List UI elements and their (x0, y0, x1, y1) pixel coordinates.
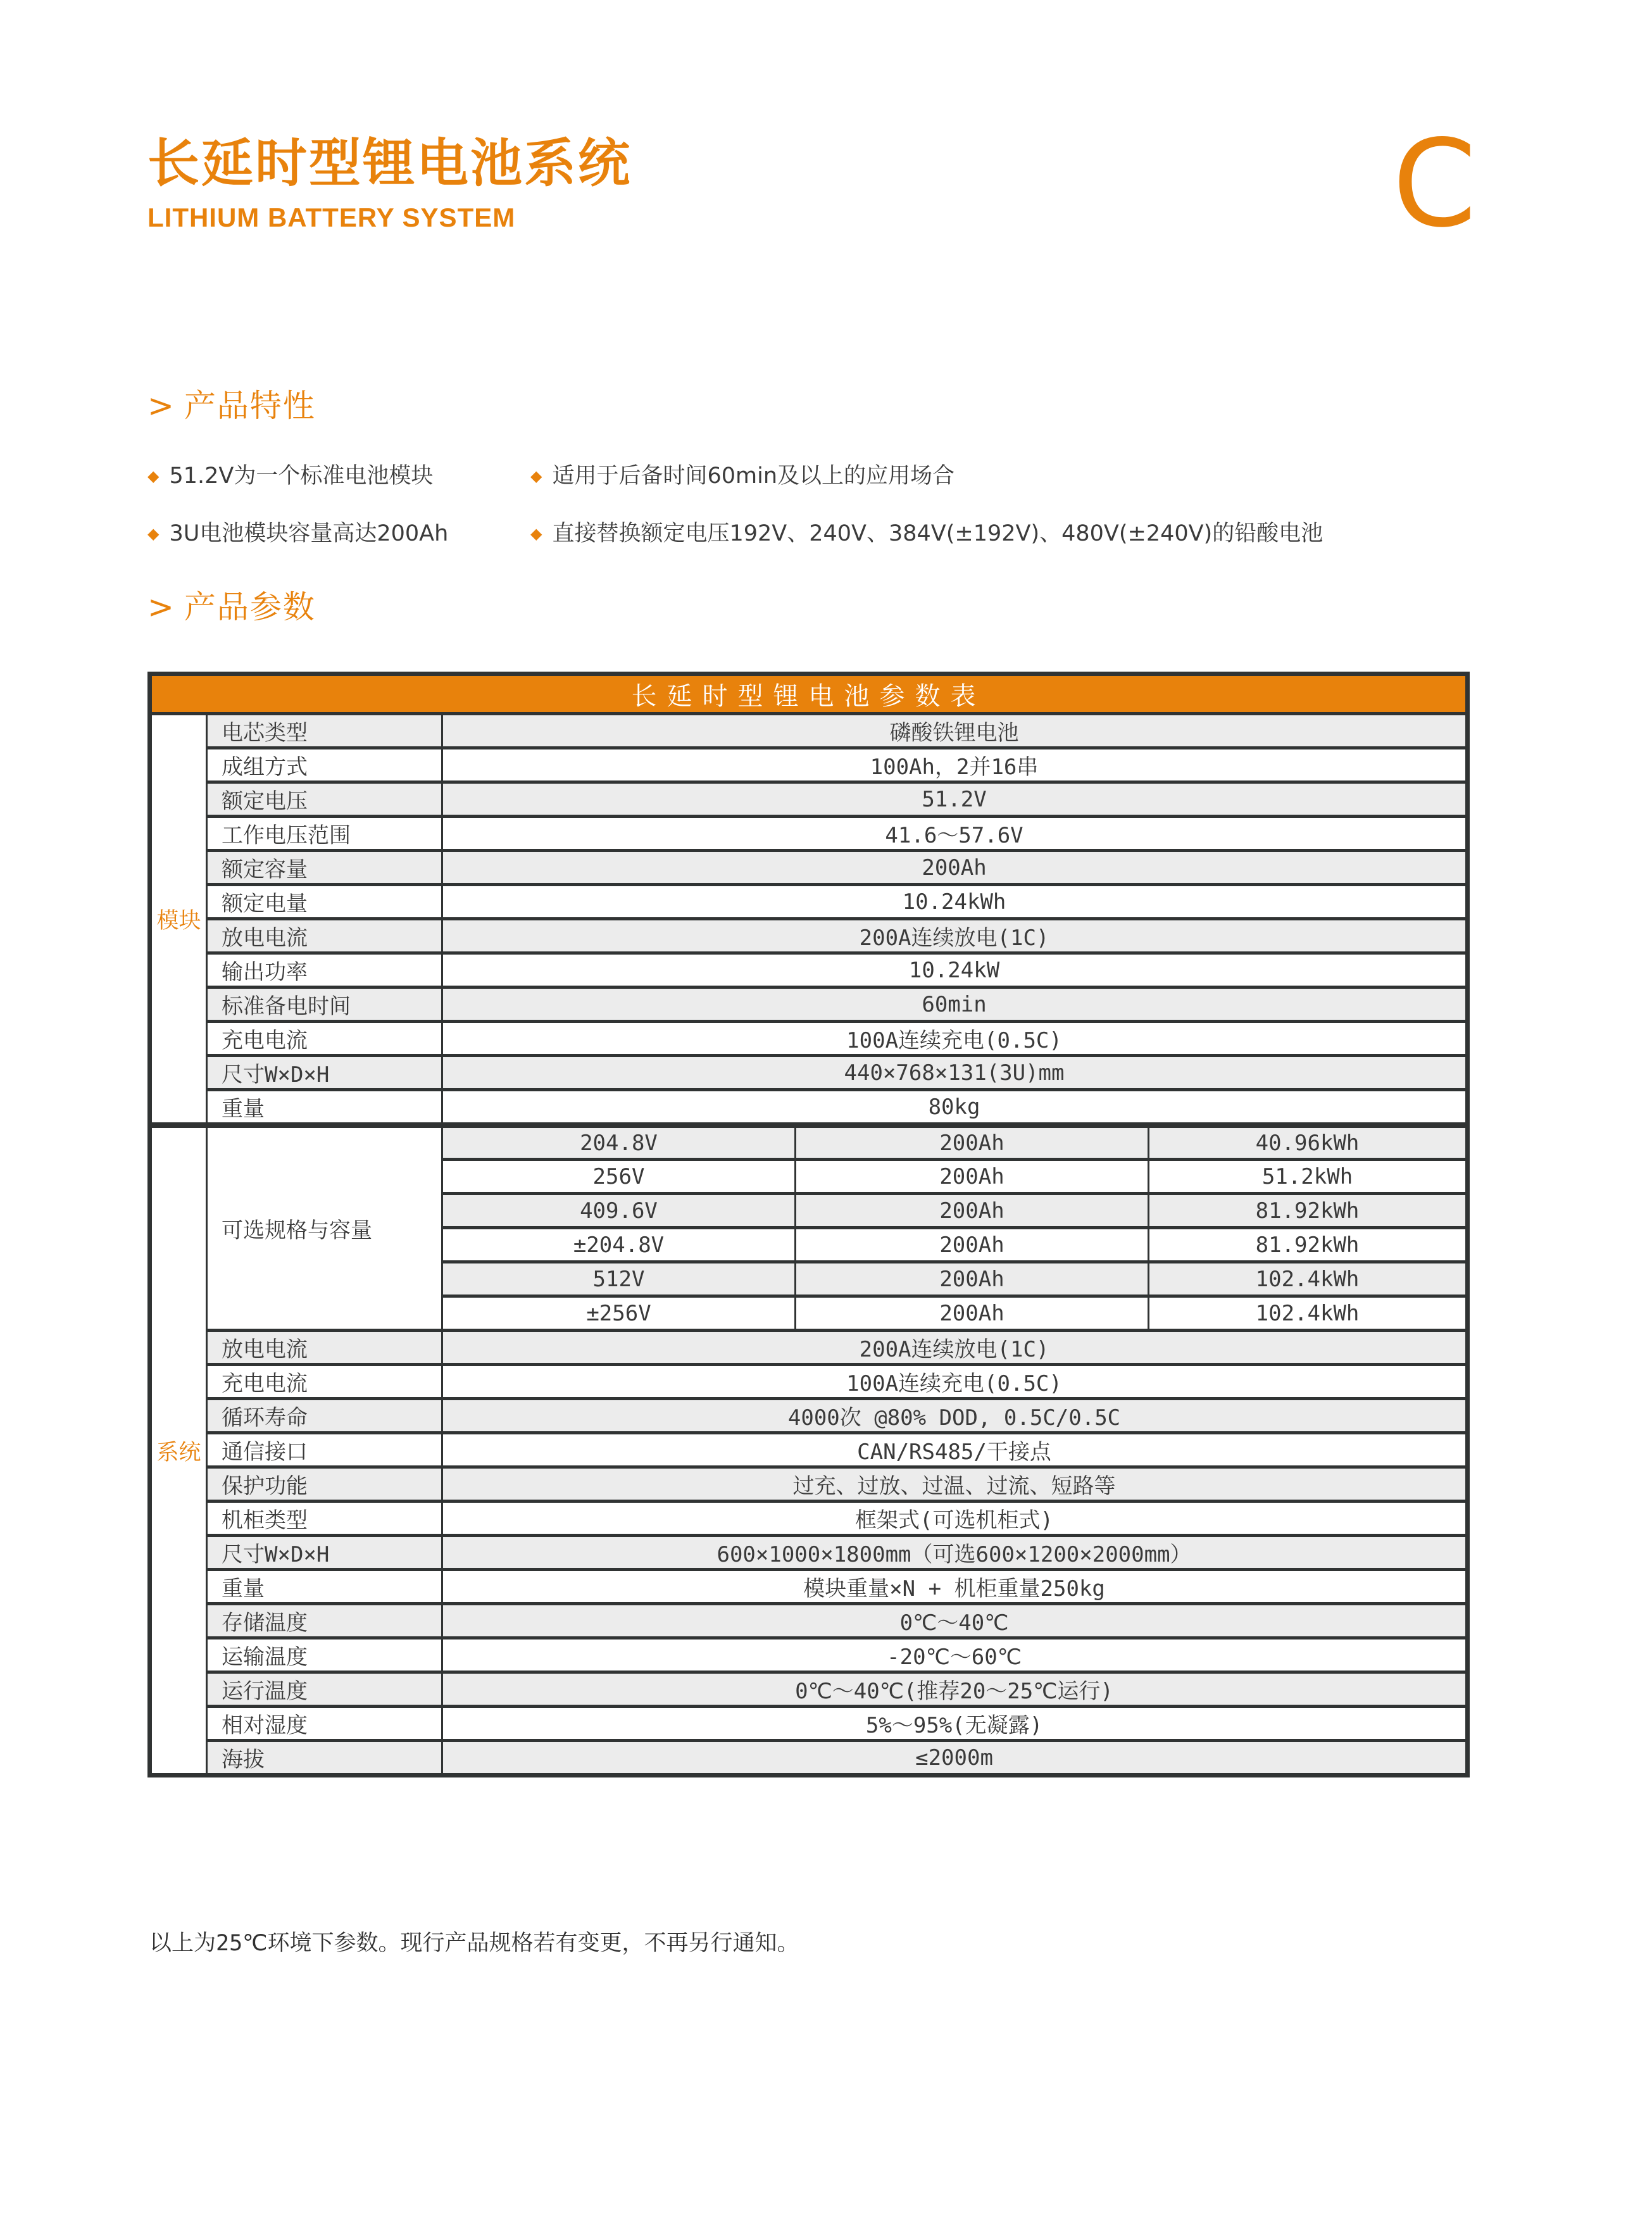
params-heading-text: 产品参数 (184, 589, 316, 625)
param-value: 4000次 @80% DOD, 0.5C/0.5C (442, 1399, 1468, 1433)
feature-text: 直接替换额定电压192V、240V、384V(±192V)、480V(±240V)的铅酸电池 (552, 521, 1323, 547)
param-label: 输出功率 (207, 953, 442, 987)
spec-capacity: 200Ah (796, 1160, 1149, 1194)
table-row (150, 851, 1468, 885)
spec-energy: 102.4kWh (1149, 1296, 1468, 1331)
param-label: 成组方式 (207, 748, 442, 782)
spec-voltage: 409.6V (442, 1194, 796, 1228)
table-row (150, 987, 1468, 1022)
table-row (150, 817, 1468, 851)
param-label: 运输温度 (207, 1638, 442, 1672)
features-section (147, 387, 1502, 549)
param-value: 600×1000×1800mm（可选600×1200×2000mm） (442, 1536, 1468, 1570)
param-label: 重量 (207, 1090, 442, 1125)
table-row (150, 782, 1468, 817)
param-value: 100A连续充电(0.5C) (442, 1022, 1468, 1056)
param-label: 尺寸W×D×H (207, 1536, 442, 1570)
table-row (150, 1741, 1468, 1776)
param-value: 10.24kWh (442, 885, 1468, 919)
system-section-label: 系统 (150, 1125, 207, 1776)
param-value: 10.24kW (442, 953, 1468, 987)
spec-table (147, 672, 1470, 1777)
param-label: 工作电压范围 (207, 817, 442, 851)
section-letter: C (1392, 114, 1477, 254)
param-value: 60min (442, 987, 1468, 1022)
spec-voltage: 204.8V (442, 1125, 796, 1160)
param-value: 磷酸铁锂电池 (442, 714, 1468, 748)
spec-energy: 40.96kWh (1149, 1125, 1468, 1160)
chevron-right-icon: > (147, 387, 175, 424)
features-heading (147, 387, 1502, 425)
param-label: 保护功能 (207, 1467, 442, 1501)
table-row (150, 953, 1468, 987)
params-heading (147, 589, 1502, 626)
table-title: 长延时型锂电池参数表 (150, 674, 1468, 714)
table-row (150, 1707, 1468, 1741)
param-value: -20℃～60℃ (442, 1638, 1468, 1672)
param-label: 充电电流 (207, 1022, 442, 1056)
table-row (150, 1365, 1468, 1399)
param-value: 80kg (442, 1090, 1468, 1125)
feature-text: 3U电池模块容量高达200Ah (169, 521, 449, 547)
diamond-bullet-icon: ◆ (530, 467, 542, 485)
param-value: 440×768×131(3U)mm (442, 1056, 1468, 1090)
params-section (147, 589, 1502, 1777)
page-header (147, 134, 632, 233)
features-heading-text: 产品特性 (184, 387, 316, 424)
spec-capacity: 200Ah (796, 1228, 1149, 1262)
param-value: 200A连续放电(1C) (442, 919, 1468, 953)
param-value: 框架式(可选机柜式) (442, 1501, 1468, 1536)
feature-text: 51.2V为一个标准电池模块 (169, 463, 434, 489)
param-label: 海拔 (207, 1741, 442, 1776)
param-value: 100A连续充电(0.5C) (442, 1365, 1468, 1399)
param-label: 存储温度 (207, 1604, 442, 1638)
param-value: 模块重量×N + 机柜重量250kg (442, 1570, 1468, 1604)
param-value: 200A连续放电(1C) (442, 1331, 1468, 1365)
chevron-right-icon: > (147, 589, 175, 625)
table-row (150, 1638, 1468, 1672)
spec-energy: 81.92kWh (1149, 1194, 1468, 1228)
table-row (150, 1501, 1468, 1536)
table-row (150, 1056, 1468, 1090)
spec-voltage: 256V (442, 1160, 796, 1194)
table-row (150, 919, 1468, 953)
spec-voltage: ±256V (442, 1296, 796, 1331)
diamond-bullet-icon: ◆ (147, 525, 160, 543)
diamond-bullet-icon: ◆ (530, 525, 542, 543)
param-label: 尺寸W×D×H (207, 1056, 442, 1090)
param-label: 额定电量 (207, 885, 442, 919)
feature-item (530, 461, 1502, 491)
spec-energy: 81.92kWh (1149, 1228, 1468, 1262)
table-row (150, 1672, 1468, 1707)
spec-voltage: ±204.8V (442, 1228, 796, 1262)
spec-voltage: 512V (442, 1262, 796, 1296)
spec-group-label: 可选规格与容量 (207, 1125, 442, 1331)
page-title: 长延时型锂电池系统 (147, 134, 632, 194)
table-row (150, 1433, 1468, 1467)
param-value: 41.6～57.6V (442, 817, 1468, 851)
table-row (150, 1090, 1468, 1125)
table-row (150, 1604, 1468, 1638)
table-row (150, 748, 1468, 782)
table-row (150, 1125, 1468, 1160)
param-value: 0℃～40℃ (442, 1604, 1468, 1638)
param-value: 100Ah，2并16串 (442, 748, 1468, 782)
spec-capacity: 200Ah (796, 1125, 1149, 1160)
feature-item (147, 519, 530, 549)
spec-capacity: 200Ah (796, 1296, 1149, 1331)
table-row (150, 714, 1468, 748)
param-value: CAN/RS485/干接点 (442, 1433, 1468, 1467)
param-value: 过充、过放、过温、过流、短路等 (442, 1467, 1468, 1501)
param-label: 重量 (207, 1570, 442, 1604)
table-row (150, 1331, 1468, 1365)
table-row (150, 1399, 1468, 1433)
param-value: 51.2V (442, 782, 1468, 817)
param-label: 标准备电时间 (207, 987, 442, 1022)
param-label: 电芯类型 (207, 714, 442, 748)
param-label: 机柜类型 (207, 1501, 442, 1536)
param-value: 0℃～40℃(推荐20～25℃运行) (442, 1672, 1468, 1707)
table-row (150, 1467, 1468, 1501)
param-label: 放电电流 (207, 1331, 442, 1365)
table-row (150, 1570, 1468, 1604)
features-list (147, 461, 1502, 549)
page-subtitle: LITHIUM BATTERY SYSTEM (147, 203, 516, 233)
param-label: 充电电流 (207, 1365, 442, 1399)
module-section-label: 模块 (150, 714, 207, 1125)
param-label: 运行温度 (207, 1672, 442, 1707)
table-title-row (150, 674, 1468, 714)
param-label: 循环寿命 (207, 1399, 442, 1433)
param-value: 5%～95%(无凝露) (442, 1707, 1468, 1741)
spec-energy: 102.4kWh (1149, 1262, 1468, 1296)
param-value: ≤2000m (442, 1741, 1468, 1776)
spec-capacity: 200Ah (796, 1262, 1149, 1296)
feature-text: 适用于后备时间60min及以上的应用场合 (552, 463, 955, 489)
spec-capacity: 200Ah (796, 1194, 1149, 1228)
feature-item (147, 461, 530, 491)
table-row (150, 1022, 1468, 1056)
table-row (150, 885, 1468, 919)
footnote: 以上为25℃环境下参数。现行产品规格若有变更，不再另行通知。 (149, 1931, 799, 1956)
param-value: 200Ah (442, 851, 1468, 885)
param-label: 相对湿度 (207, 1707, 442, 1741)
param-label: 额定容量 (207, 851, 442, 885)
feature-item (530, 519, 1502, 549)
diamond-bullet-icon: ◆ (147, 467, 160, 485)
table-row (150, 1536, 1468, 1570)
param-label: 放电电流 (207, 919, 442, 953)
param-label: 通信接口 (207, 1433, 442, 1467)
spec-energy: 51.2kWh (1149, 1160, 1468, 1194)
param-label: 额定电压 (207, 782, 442, 817)
